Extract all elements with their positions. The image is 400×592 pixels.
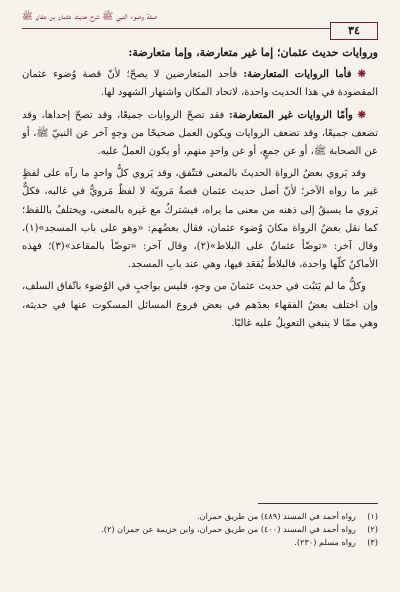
main-text [22, 44, 378, 484]
footnotes [22, 510, 378, 549]
footnote [22, 536, 378, 549]
page-number: ٣٤ [330, 22, 378, 40]
footnote-divider [258, 503, 378, 504]
footnote-number: (١) [367, 511, 378, 521]
section-heading: وروايات حديث عثمان؛ إما غير متعارضة، وإما متعارضة: [128, 46, 378, 59]
paragraph-lead: فأما الروايات المتعارضة: [243, 69, 352, 81]
footnote-text: رواه مسلم (٢٣٠). [294, 537, 356, 547]
footnote-text: رواه أحمد في المسند (٤٨٩) من طريق حمران. [197, 511, 356, 521]
flower-bullet-icon: ❋ [357, 109, 366, 121]
header-divider [22, 28, 378, 29]
paragraph-text: فأحد المتعارضين لا يصحّ؛ لأنّ قصة وُضوء عثمان المقصودة في هذا الحديث واحدة، لاتحاد المكان واشتهار الشهود لها. [22, 69, 378, 99]
paragraph-lead: وأمّا الروايات غير المتعارضة: [229, 109, 353, 121]
paragraph-text: فقد تصحّ الروايات جميعًا، وقد تصحّ إحداها، وقد تضعف جميعًا، وقد تضعف الروايات ويكون العمل صحيحًا من وجهٍ آخر عن النبيّ ﷺ، أو عن الصحابة ﷺ، أو عن جمعٍ، أو عن واحدٍ منهم، أو يكون العملُ عليه. [22, 109, 378, 158]
footnote-text: رواه أحمد في المسند (٤٠٠) من طريق حمران، وابن خزيمة عن حمران (٢). [101, 524, 356, 534]
flower-bullet-icon: ❋ [357, 69, 366, 81]
paragraph-not-established: وكلُّ ما لم يَثبُت في حديث عثمانَ من وجهٍ، فليس بواجبٍ في الوُضوء باتّفاق السلف، وإن اختلف بعضُ الفقهاء بعدَهم في بعض فروع المسائل المسكوت عنها في حديثه، وهي ممّا لا ينبغي التعويلُ عليه غالبًا. [22, 281, 378, 329]
paragraph-contradictory [22, 66, 378, 102]
footnote-number: (٢) [367, 524, 378, 534]
running-header: صفة وضوء النبي ﷺ شرح حديث عثمان بن عفان ﷺ [22, 12, 157, 22]
paragraph-narration-meaning: وقد يَروي بعضُ الرواة الحديثَ بالمعنى فتتّفق، وقد يَروي كلُّ واحدٍ ما رآه على لفظٍ غير ما رواه الآخر؛ لأنّ أصل حديث عثمان قصةٌ مَرويّة لا لفظٌ مَرويٌّ في غالبه، فكلٌّ يَروي ما يسبقُ إلى ذهنه من معنى ما يراه، فيشتركُ مع غيره بالمعنى، ويختلفُ باللفظ؛ كما نقل بعضُ الرواة مكانَ وُضوء عثمان، فقال بعضُهم: «وهو على باب المسجد»(١)، وقال آخر: «توضّأ عثمانُ على البلاط»(٢)، وقال آخر: «توضّأ بالمقاعد»(٣)؛ فهذه الأماكنُ كلّها واحدة، فالبلاطُ يُقعَد فيها، وهي عند بابِ المسجد. [22, 168, 378, 271]
paragraph-non-contradictory [22, 107, 378, 162]
footnote-number: (٣) [367, 537, 378, 547]
footnote [22, 510, 378, 523]
footnote [22, 523, 378, 536]
